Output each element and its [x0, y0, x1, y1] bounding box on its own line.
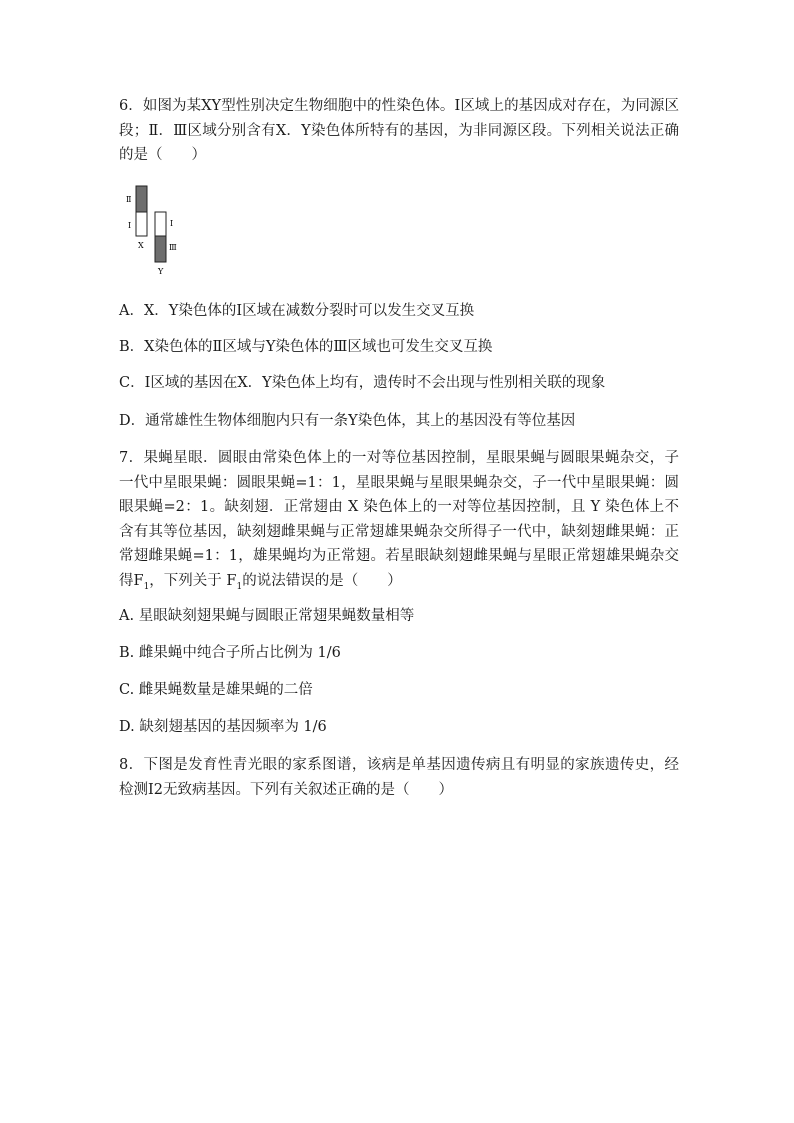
q7-stem-end: 的说法错误的是（ ）	[242, 572, 402, 589]
q7-sub-2: 1	[236, 581, 243, 592]
label-x: X	[138, 241, 144, 250]
x-chromosome-segment-ii	[136, 186, 147, 212]
question-7-stem	[119, 446, 679, 599]
label-ii: Ⅱ	[126, 195, 132, 204]
q7-option-c: C. 雌果蝇数量是雄果蝇的二倍	[119, 682, 313, 698]
q7-stem-mid: ，下列关于 F	[149, 572, 237, 589]
label-i-right: Ⅰ	[170, 219, 174, 228]
q7-option-d: D. 缺刻翅基因的基因频率为 1/6	[119, 719, 327, 735]
q6-option-c: C．Ⅰ区域的基因在X．Y染色体上均有，遗传时不会出现与性别相关联的现象	[119, 375, 606, 391]
q6-option-b: B．X染色体的Ⅱ区域与Y染色体的Ⅲ区域也可发生交叉互换	[119, 339, 493, 355]
q7-option-b: B. 雌果蝇中纯合子所占比例为 1/6	[119, 645, 341, 661]
sex-chromosome-figure	[124, 182, 194, 280]
q7-option-a: A. 星眼缺刻翅果蝇与圆眼正常翅果蝇数量相等	[119, 608, 415, 624]
y-chromosome-segment-iii	[155, 236, 166, 262]
question-8-stem: 8．下图是发育性青光眼的家系图谱，该病是单基因遗传病且有明显的家族遗传史，经检测I2无致病基因。下列有关叙述正确的是（ ）	[119, 757, 679, 798]
question-6-stem: 6．如图为某XY型性别决定生物细胞中的性染色体。Ⅰ区域上的基因成对存在，为同源区段；Ⅱ．Ⅲ区域分别含有X．Y染色体所特有的基因，为非同源区段。下列相关说法正确的是（ ）	[119, 98, 679, 163]
q7-sub-1: 1	[143, 581, 150, 592]
y-chromosome-segment-i	[155, 212, 166, 236]
q6-option-d: D．通常雄性生物体细胞内只有一条Y染色体，其上的基因没有等位基因	[119, 413, 576, 429]
label-iii: Ⅲ	[169, 243, 177, 252]
q7-stem-main: 7．果蝇星眼．圆眼由常染色体上的一对等位基因控制，星眼果蝇与圆眼果蝇杂交，子一代中星眼果蝇：圆眼果蝇=1：1，星眼果蝇与星眼果蝇杂交，子一代中星眼果蝇：圆眼果蝇=2：1。缺刻翅．正常翅由 X 染色体上的一对等位基因控制，且 Y 染色体上不含有其等位基因，缺刻翅雌果蝇与正常翅雄果蝇杂交所得子一代中，缺刻翅雌果蝇：正常翅雌果蝇=1：1，雄果蝇均为正常翅。若星眼缺刻翅雌果蝇与星眼正常翅雄果蝇杂交得	[119, 450, 679, 589]
label-i-left: Ⅰ	[128, 221, 132, 230]
q6-option-a: A．X．Y染色体的Ⅰ区域在减数分裂时可以发生交叉互换	[119, 303, 475, 319]
label-y: Y	[158, 267, 164, 276]
q7-f1-first: F	[133, 572, 144, 589]
x-chromosome-segment-i	[136, 212, 147, 236]
